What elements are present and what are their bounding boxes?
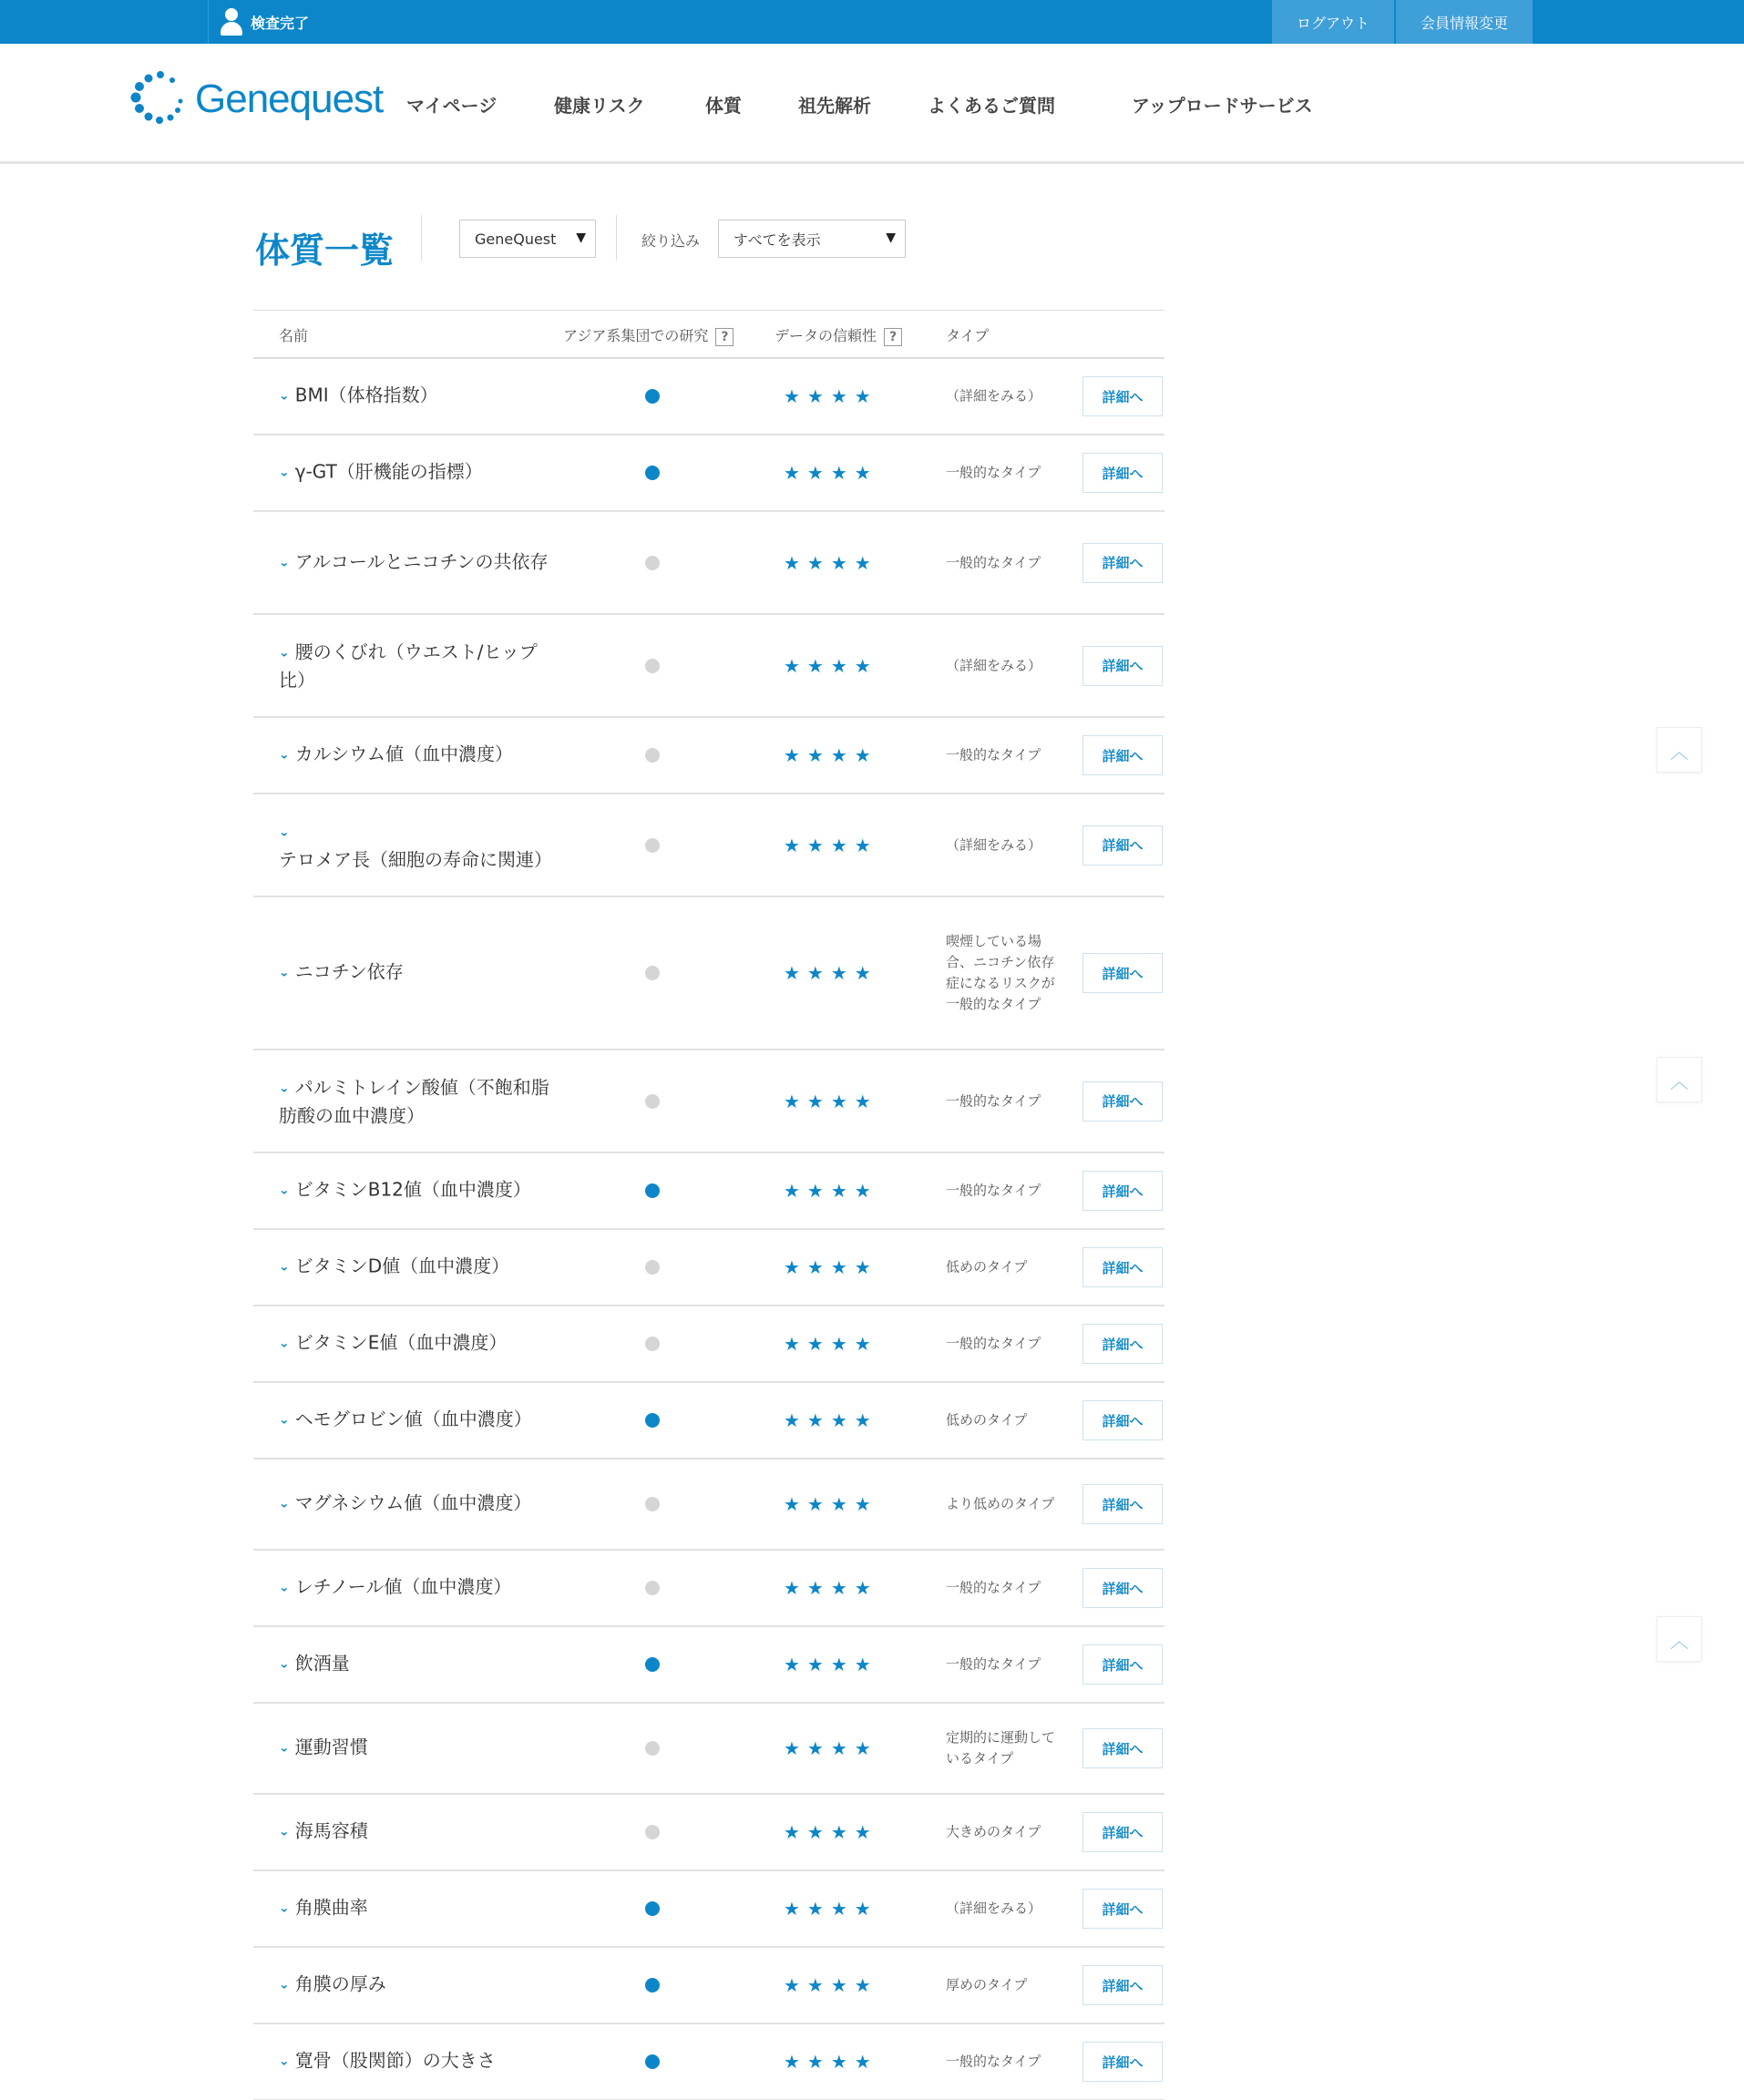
asian-study-dot	[645, 556, 660, 570]
trait-name[interactable]	[279, 383, 561, 411]
detail-button[interactable]: 詳細へ	[1082, 825, 1163, 866]
trait-name[interactable]	[279, 1574, 561, 1603]
header-name: 名前	[279, 327, 309, 344]
chevron-up-icon: ︿	[1670, 740, 1688, 763]
detail-button[interactable]: 詳細へ	[1082, 1644, 1163, 1685]
detail-button[interactable]: 詳細へ	[1082, 953, 1163, 993]
reliability-stars: ★★★★	[784, 1090, 878, 1112]
chevron-down-icon: ⌄	[279, 1740, 290, 1756]
trait-name-text: カルシウム値（血中濃度）	[294, 743, 514, 765]
reliability-stars: ★★★★	[784, 1737, 878, 1759]
trait-name[interactable]	[279, 1818, 561, 1847]
trait-name-text: 角膜の厚み	[294, 1972, 386, 1995]
detail-button[interactable]: 詳細へ	[1082, 543, 1163, 583]
asian-study-dot	[645, 1825, 660, 1839]
table-row[interactable]	[253, 615, 1164, 718]
table-row[interactable]	[253, 1153, 1164, 1230]
detail-button[interactable]: 詳細へ	[1082, 646, 1163, 686]
nav-mypage[interactable]: マイページ	[406, 95, 498, 117]
table-row[interactable]	[253, 1230, 1164, 1306]
detail-button[interactable]: 詳細へ	[1082, 1889, 1163, 1929]
help-icon[interactable]: ?	[715, 328, 734, 346]
trait-name[interactable]	[279, 1972, 561, 2000]
scroll-top-button[interactable]	[1657, 1057, 1702, 1102]
type-text: より低めのタイプ	[946, 1495, 1055, 1512]
reliability-stars: ★★★★	[784, 1333, 878, 1355]
type-text: 一般的なタイプ	[946, 554, 1041, 570]
chevron-down-icon: ⌄	[279, 388, 290, 404]
logo-text: Genequest	[195, 77, 384, 121]
asian-study-dot	[645, 1581, 660, 1595]
trait-name[interactable]	[279, 1490, 561, 1519]
source-select[interactable]	[459, 220, 596, 258]
chevron-up-icon: ︿	[1670, 1629, 1688, 1652]
trait-name[interactable]	[279, 548, 561, 577]
table-row[interactable]	[253, 1383, 1164, 1460]
scroll-top-button[interactable]	[1657, 1616, 1702, 1662]
trait-name[interactable]	[279, 1407, 561, 1435]
trait-name-text: 角膜曲率	[294, 1896, 368, 1919]
trait-name-text: パルミトレイン酸値（不飽和脂肪酸の血中濃度）	[279, 1076, 549, 1126]
header-asian-label: アジア系集団での研究	[563, 327, 709, 344]
asian-study-dot	[645, 389, 660, 404]
asian-study-dot	[645, 1657, 660, 1672]
type-text: 低めのタイプ	[946, 1411, 1028, 1429]
table-row[interactable]	[253, 1795, 1164, 1871]
table-row[interactable]	[253, 897, 1164, 1050]
asian-study-dot	[645, 748, 660, 763]
trait-name-text: 海馬容積	[294, 1819, 368, 1842]
trait-name[interactable]	[279, 639, 561, 692]
chevron-down-icon: ⌄	[279, 1824, 290, 1839]
chevron-down-icon: ⌄	[279, 555, 290, 569]
type-text: （詳細をみる）	[946, 1900, 1042, 1917]
type-text: 大きめのタイプ	[946, 1823, 1041, 1840]
table-row[interactable]	[253, 2024, 1164, 2100]
reliability-stars: ★★★★	[784, 744, 878, 766]
filter-label: 絞り込み	[641, 232, 701, 250]
chevron-down-icon: ⌄	[279, 1656, 290, 1672]
nav-ancestry[interactable]: 祖先解析	[798, 95, 871, 117]
trait-name[interactable]	[279, 1254, 561, 1282]
genequest-logo[interactable]	[129, 69, 385, 142]
table-row[interactable]	[253, 1627, 1164, 1704]
trait-name[interactable]	[279, 1177, 561, 1205]
type-text: 一般的なタイプ	[946, 464, 1041, 481]
nav-constitution[interactable]: 体質	[705, 95, 742, 117]
chevron-down-icon: ⌄	[279, 1081, 290, 1095]
table-row[interactable]	[253, 1704, 1164, 1795]
table-row[interactable]	[253, 1871, 1164, 1948]
header-reliability-label: データの信頼性	[775, 327, 877, 344]
filter-select[interactable]	[718, 220, 906, 258]
reliability-stars: ★★★★	[784, 462, 878, 484]
asian-study-dot	[645, 838, 660, 853]
trait-name-text: レチノール値（血中濃度）	[294, 1575, 512, 1598]
top-bar	[0, 0, 1744, 44]
reliability-stars: ★★★★	[784, 1409, 878, 1431]
table-header	[253, 310, 1164, 359]
table-row[interactable]	[253, 359, 1164, 435]
table-row[interactable]	[253, 512, 1164, 615]
table-row[interactable]	[253, 1050, 1164, 1153]
reliability-stars: ★★★★	[784, 1577, 878, 1599]
reliability-stars: ★★★★	[784, 1180, 878, 1202]
type-text: 一般的なタイプ	[946, 2053, 1041, 2070]
trait-name-text: ヘモグロビン値（血中濃度）	[294, 1408, 532, 1430]
trait-name[interactable]	[279, 959, 561, 988]
detail-button[interactable]: 詳細へ	[1082, 376, 1163, 416]
detail-button[interactable]: 詳細へ	[1082, 453, 1163, 493]
detail-button[interactable]: 詳細へ	[1082, 1728, 1163, 1768]
site-header	[0, 44, 1744, 164]
detail-button[interactable]: 詳細へ	[1082, 1812, 1163, 1852]
trait-name[interactable]	[279, 1735, 561, 1763]
detail-button[interactable]: 詳細へ	[1082, 1247, 1163, 1287]
reliability-stars: ★★★★	[784, 551, 878, 574]
chevron-down-icon: ⌄	[279, 2054, 290, 2069]
chevron-down-icon: ⌄	[279, 1183, 290, 1198]
trait-name[interactable]	[279, 2048, 561, 2076]
type-text: 一般的なタイプ	[946, 1092, 1041, 1109]
header-type: タイプ	[946, 327, 990, 344]
asian-study-dot	[645, 1094, 660, 1109]
trait-name-text: 寛骨（股関節）の大きさ	[294, 2049, 496, 2072]
nav-faq[interactable]: よくあるご質問	[928, 95, 1055, 117]
asian-study-dot	[645, 1901, 660, 1916]
chevron-down-icon: ⌄	[279, 1496, 290, 1511]
type-text: （詳細をみる）	[946, 836, 1042, 853]
table-row[interactable]	[253, 1551, 1164, 1627]
detail-button[interactable]: 詳細へ	[1082, 735, 1163, 775]
reliability-stars: ★★★★	[784, 654, 878, 677]
trait-name-text: アルコールとニコチンの共依存	[294, 550, 549, 572]
trait-name[interactable]	[279, 1074, 561, 1128]
detail-button[interactable]: 詳細へ	[1082, 1568, 1163, 1608]
table-row[interactable]	[253, 1306, 1164, 1383]
trait-name-text: 運動習慣	[294, 1736, 368, 1758]
type-text: （詳細をみる）	[946, 657, 1042, 673]
asian-study-dot	[645, 966, 660, 980]
chevron-down-icon: ⌄	[279, 747, 290, 763]
chevron-down-icon: ⌄	[279, 465, 290, 480]
type-text: 一般的なタイプ	[946, 1335, 1041, 1352]
reliability-stars: ★★★★	[784, 962, 878, 984]
trait-name-text: ビタミンB12値（血中濃度）	[294, 1178, 531, 1201]
trait-name-text: γ-GT（肝機能の指標）	[294, 460, 483, 483]
trait-name-text: ビタミンD値（血中濃度）	[294, 1255, 510, 1277]
asian-study-dot	[645, 1337, 660, 1351]
chevron-down-icon: ⌄	[279, 1412, 290, 1428]
table-row[interactable]	[253, 718, 1164, 794]
trait-name-text: ニコチン依存	[294, 960, 404, 983]
asian-study-dot	[645, 1741, 660, 1756]
type-text: 定期的に運動しているタイプ	[946, 1729, 1056, 1767]
table-row[interactable]	[253, 794, 1164, 897]
reliability-stars: ★★★★	[784, 834, 878, 856]
reliability-stars: ★★★★	[784, 1493, 878, 1515]
trait-name-text: BMI（体格指数）	[294, 384, 438, 406]
type-text: 一般的なタイプ	[946, 1182, 1041, 1199]
detail-button[interactable]: 詳細へ	[1082, 1400, 1163, 1440]
asian-study-dot	[645, 1497, 660, 1511]
reliability-stars: ★★★★	[784, 1898, 878, 1920]
nav-upload-service[interactable]: アップロードサービス	[1132, 95, 1313, 117]
type-text: 低めのタイプ	[946, 1258, 1028, 1275]
type-text: 一般的なタイプ	[946, 1655, 1041, 1673]
chevron-down-icon: ⌄	[279, 1900, 290, 1916]
chevron-down-icon: ⌄	[279, 645, 290, 660]
table-row[interactable]	[253, 1460, 1164, 1551]
dropdown-arrow-icon: ▼	[886, 230, 896, 245]
type-text: 喫煙している場合、ニコチン依存症になるリスクが一般的なタイプ	[946, 933, 1055, 1012]
chevron-down-icon: ⌄	[279, 1580, 290, 1595]
nav-health-risk[interactable]: 健康リスク	[554, 95, 645, 117]
header-asian-study	[563, 324, 734, 346]
chevron-down-icon: ⌄	[279, 965, 290, 980]
exam-status	[208, 0, 309, 44]
reliability-stars: ★★★★	[784, 2051, 878, 2073]
table-body	[253, 359, 1164, 2100]
header-reliability	[775, 324, 902, 346]
trait-name[interactable]	[279, 1330, 561, 1358]
type-text: 一般的なタイプ	[946, 746, 1041, 763]
detail-button[interactable]: 詳細へ	[1082, 1081, 1163, 1122]
member-settings-button[interactable]: 会員情報変更	[1396, 0, 1533, 44]
reliability-stars: ★★★★	[784, 385, 878, 407]
chevron-down-icon: ⌄	[279, 1977, 290, 1992]
filter-select-value: すべてを表示	[734, 230, 821, 249]
scroll-top-button[interactable]	[1657, 727, 1702, 773]
table-row[interactable]	[253, 435, 1164, 512]
detail-button[interactable]: 詳細へ	[1082, 1484, 1163, 1524]
trait-name[interactable]	[279, 1895, 561, 1923]
chevron-down-icon: ⌄	[279, 1336, 290, 1351]
chevron-down-icon: ⌄	[279, 825, 290, 839]
asian-study-dot	[645, 1183, 660, 1198]
reliability-stars: ★★★★	[784, 1974, 878, 1996]
detail-button[interactable]: 詳細へ	[1082, 1324, 1163, 1364]
reliability-stars: ★★★★	[784, 1821, 878, 1843]
table-row[interactable]	[253, 1948, 1164, 2024]
source-select-value: GeneQuest	[475, 230, 557, 248]
detail-button[interactable]: 詳細へ	[1082, 1171, 1163, 1211]
asian-study-dot	[645, 659, 660, 673]
page-title: 体質一覧	[255, 230, 395, 271]
trait-name-text: マグネシウム値（血中濃度）	[294, 1491, 532, 1514]
dropdown-arrow-icon: ▼	[576, 230, 586, 245]
divider	[616, 215, 617, 261]
asian-study-dot	[645, 2054, 660, 2069]
reliability-stars: ★★★★	[784, 1654, 878, 1675]
chevron-down-icon: ⌄	[279, 1259, 290, 1275]
divider	[421, 215, 422, 261]
user-icon	[220, 6, 243, 37]
asian-study-dot	[645, 1413, 660, 1428]
help-icon[interactable]: ?	[884, 328, 902, 346]
reliability-stars: ★★★★	[784, 1256, 878, 1278]
logo-dots-icon	[129, 69, 193, 142]
trait-name-text: 腰のくびれ（ウエスト/ヒップ比）	[279, 640, 538, 691]
trait-name-text: 飲酒量	[294, 1652, 350, 1675]
type-text: 一般的なタイプ	[946, 1579, 1041, 1596]
status-label: 検査完了	[251, 14, 310, 32]
asian-study-dot	[645, 466, 660, 480]
type-text: 厚めのタイプ	[946, 1976, 1028, 1993]
type-text: （詳細をみる）	[946, 387, 1042, 405]
trait-name[interactable]	[279, 459, 561, 487]
trait-name-text: テロメア長（細胞の寿命に関連）	[279, 848, 552, 870]
constitution-table	[253, 310, 1164, 2100]
detail-button[interactable]: 詳細へ	[1082, 2042, 1163, 2082]
trait-name[interactable]	[279, 742, 561, 770]
trait-name-text: ビタミンE値（血中濃度）	[294, 1331, 508, 1354]
asian-study-dot	[645, 1260, 660, 1275]
chevron-up-icon: ︿	[1670, 1070, 1688, 1092]
detail-button[interactable]: 詳細へ	[1082, 1965, 1163, 2005]
trait-name[interactable]	[279, 818, 561, 872]
trait-name[interactable]	[279, 1651, 561, 1679]
logout-button[interactable]: ログアウト	[1272, 0, 1394, 44]
asian-study-dot	[645, 1978, 660, 1992]
